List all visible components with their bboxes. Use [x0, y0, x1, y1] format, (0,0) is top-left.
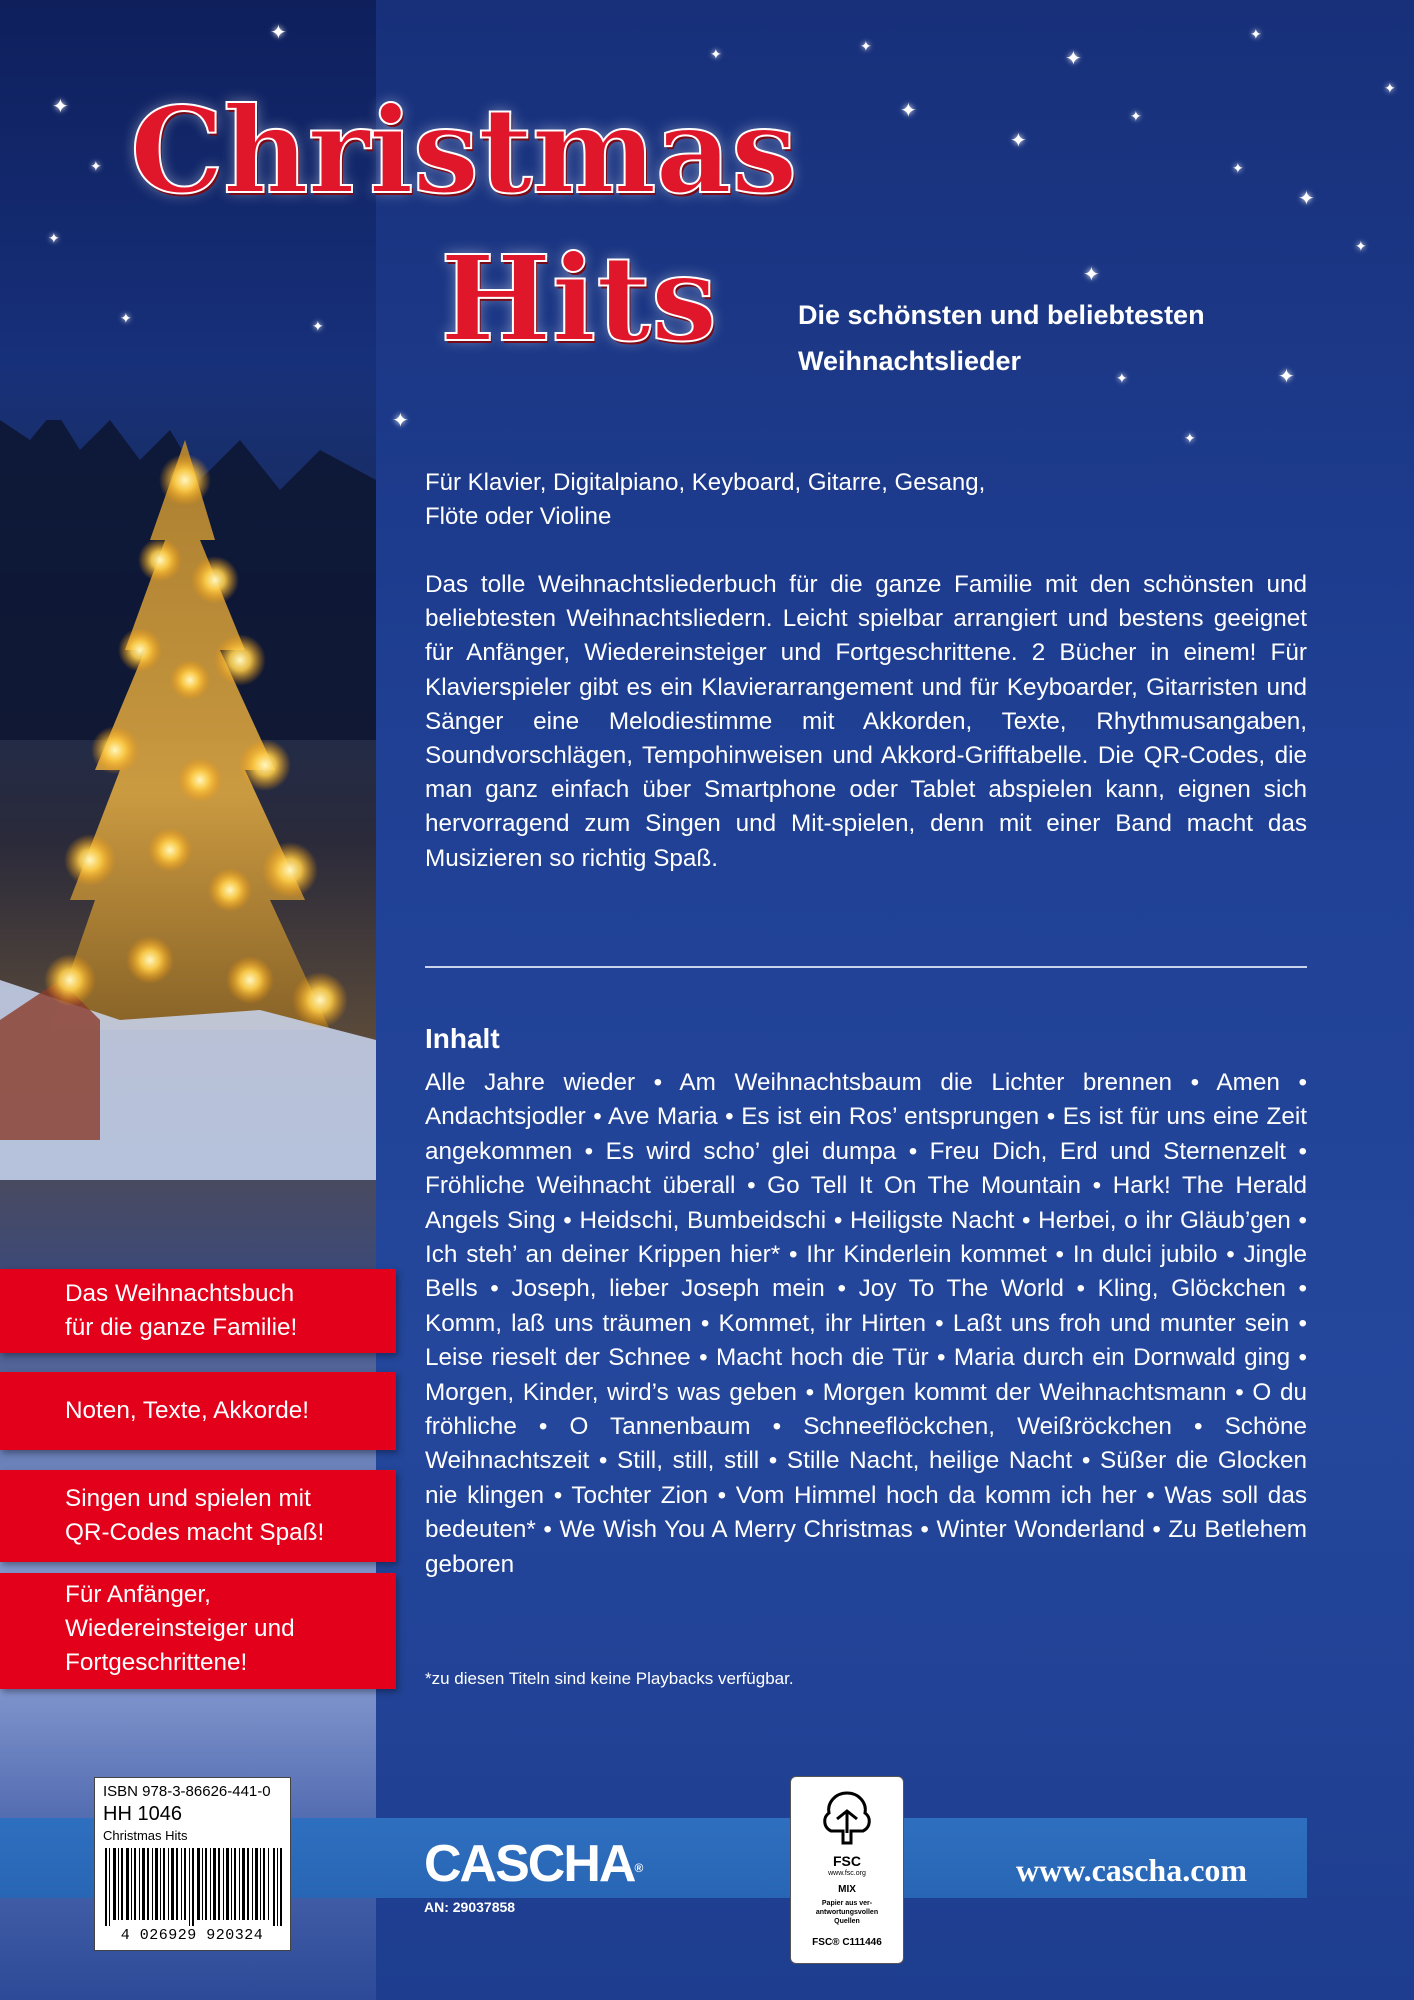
instruments-line: Für Klavier, Digitalpiano, Keyboard, Gitarre, Gesang, [425, 469, 986, 496]
article-number: AN: 29037858 [424, 1899, 516, 1915]
fsc-license: FSC® C111446 [812, 1937, 882, 1948]
star-icon: ✦ [1083, 262, 1100, 286]
book-title-line2: Hits [440, 229, 718, 368]
star-icon: ✦ [1010, 128, 1027, 152]
christmas-tree-illustration [0, 420, 376, 1180]
contents-heading: Inhalt [425, 1023, 500, 1054]
banner-text: Singen und spielen mit [65, 1485, 311, 1512]
star-icon: ✦ [392, 408, 409, 432]
book-subtitle [798, 292, 1318, 388]
star-icon: ✦ [312, 319, 324, 335]
product-name: Christmas Hits [103, 1828, 188, 1843]
star-icon: ✦ [1355, 239, 1367, 255]
star-icon: ✦ [710, 47, 722, 63]
playback-footnote: *zu diesen Titeln sind keine Playbacks verfügbar. [425, 1669, 794, 1688]
star-icon: ✦ [1232, 161, 1244, 177]
publisher-website: www.cascha.com [1016, 1852, 1248, 1888]
banner-text: Noten, Texte, Akkorde! [65, 1397, 310, 1424]
star-icon: ✦ [270, 20, 287, 44]
star-icon: ✦ [1116, 371, 1128, 387]
star-icon: ✦ [1298, 186, 1315, 210]
christmas-tree-photo [0, 0, 376, 2000]
instruments-line: Flöte oder Violine [425, 503, 612, 530]
feature-banner-levels [0, 1573, 396, 1689]
banner-text: Wiedereinsteiger und [65, 1615, 295, 1642]
fsc-claim-line: Quellen [834, 1918, 860, 1925]
star-icon: ✦ [120, 311, 132, 327]
feature-banner-family [0, 1269, 396, 1353]
fsc-claim-line: antwortungsvollen [815, 1909, 879, 1916]
star-icon: ✦ [52, 94, 69, 118]
fsc-website: www.fsc.org [828, 1870, 866, 1877]
registered-mark: ® [634, 1861, 644, 1875]
fsc-certification-label [790, 1776, 904, 1964]
feature-banner-qr-codes [0, 1470, 396, 1562]
fsc-claim [797, 1899, 897, 1926]
isbn-number: ISBN 978-3-86626-441-0 [103, 1783, 271, 1800]
fsc-tree-icon [819, 1789, 875, 1847]
fsc-claim-line: Papier aus ver- [821, 1900, 873, 1907]
star-icon: ✦ [860, 39, 872, 55]
banner-text: Das Weihnachtsbuch [65, 1280, 295, 1307]
section-divider [425, 966, 1307, 968]
book-title-line1: Christmas [130, 81, 797, 220]
isbn-barcode-label [94, 1777, 291, 1951]
star-icon: ✦ [900, 98, 917, 122]
publisher-logo [424, 1836, 643, 1892]
instruments-list [425, 466, 1305, 534]
banner-text: QR-Codes macht Spaß! [65, 1519, 325, 1546]
subtitle-line: Die schönsten und beliebtesten [798, 300, 1205, 330]
star-icon: ✦ [1065, 46, 1082, 70]
star-icon: ✦ [1184, 431, 1196, 447]
publisher-name: CASCHA [424, 1835, 635, 1893]
banner-text: Für Anfänger, [65, 1581, 211, 1608]
feature-banner-notes [0, 1372, 396, 1450]
star-icon: ✦ [48, 231, 60, 247]
product-code: HH 1046 [103, 1803, 182, 1825]
star-icon: ✦ [1384, 81, 1396, 97]
fsc-mix: MIX [838, 1884, 856, 1895]
star-icon: ✦ [90, 159, 102, 175]
fsc-label: FSC [833, 1853, 861, 1869]
star-icon: ✦ [1278, 364, 1295, 388]
barcode-digits: 4 026929 920324 [120, 1927, 264, 1944]
song-list: Alle Jahre wieder • Am Weihnachtsbaum die Lichter brennen • Amen • Andachtsjodler • Ave Maria • Es ist ein Ros’ entsprungen • Es ist für uns eine Zeit angekommen • Es wird scho’ glei dumpa • Freu Dich, Erd und Sternenzelt • Fröhliche Weihnacht überall • Go Tell It On The Mountain • Hark! The Herald Angels Sing • Heidschi, Bumbeidschi • Heiligste Nacht • Herbei, o ihr Gläub’gen • Ich steh’ an deiner Krippen hier* • Ihr Kinderlein kommet • In dulci jubilo • Jingle Bells • Joseph, lieber Joseph mein • Joy To The World • Kling, Glöckchen • Komm, laß uns träumen • Kommet, ihr Hirten • Laßt uns froh und munter sein • Leise rieselt der Schnee • Macht hoch die Tür • Maria durch ein Dornwald ging • Morgen, Kinder, wird’s was geben • Morgen kommt der Weihnachtsmann • O du fröhliche • O Tannenbaum • Schneeflöckchen, Weißröckchen • Schöne Weihnachtszeit • Still, still, still • Stille Nacht, heilige Nacht • Süßer die Glocken nie klingen • Tochter Zion • Vom Himmel hoch da komm ich her • Was soll das bedeuten* • We Wish You A Merry Christmas • Winter Wonderland • Zu Betlehem geboren [425, 1069, 1307, 1578]
book-description: Das tolle Weihnachtsliederbuch für die ganze Familie mit den schönsten und beliebtesten Weihnachtsliedern. Leicht spielbar arrangiert und bestens geeignet für Anfänger, Wiedereinsteiger und Fortgeschrittene. 2 Bücher in einem! Für Klavierspieler gibt es ein Klavierarrangement und für Keyboarder, Gitarristen und Sänger eine Melodiestimme mit Akkorden, Texte, Rhythmusangaben, Soundvorschlägen, Tempohinweisen und Akkord-Grifftabelle. Die QR-Codes, die man ganz einfach über Smartphone oder Tablet abspielen kann, eignen sich hervorragend zum Singen und Mit-spielen, denn mit einer Band macht das Musizieren so richtig Spaß. [425, 571, 1307, 872]
subtitle-line: Weihnachtslieder [798, 346, 1022, 376]
barcode-icon [105, 1848, 283, 1926]
banner-text: Fortgeschrittene! [65, 1649, 248, 1676]
banner-text: für die ganze Familie! [65, 1314, 298, 1341]
star-icon: ✦ [1130, 109, 1142, 125]
star-icon: ✦ [1250, 27, 1262, 43]
